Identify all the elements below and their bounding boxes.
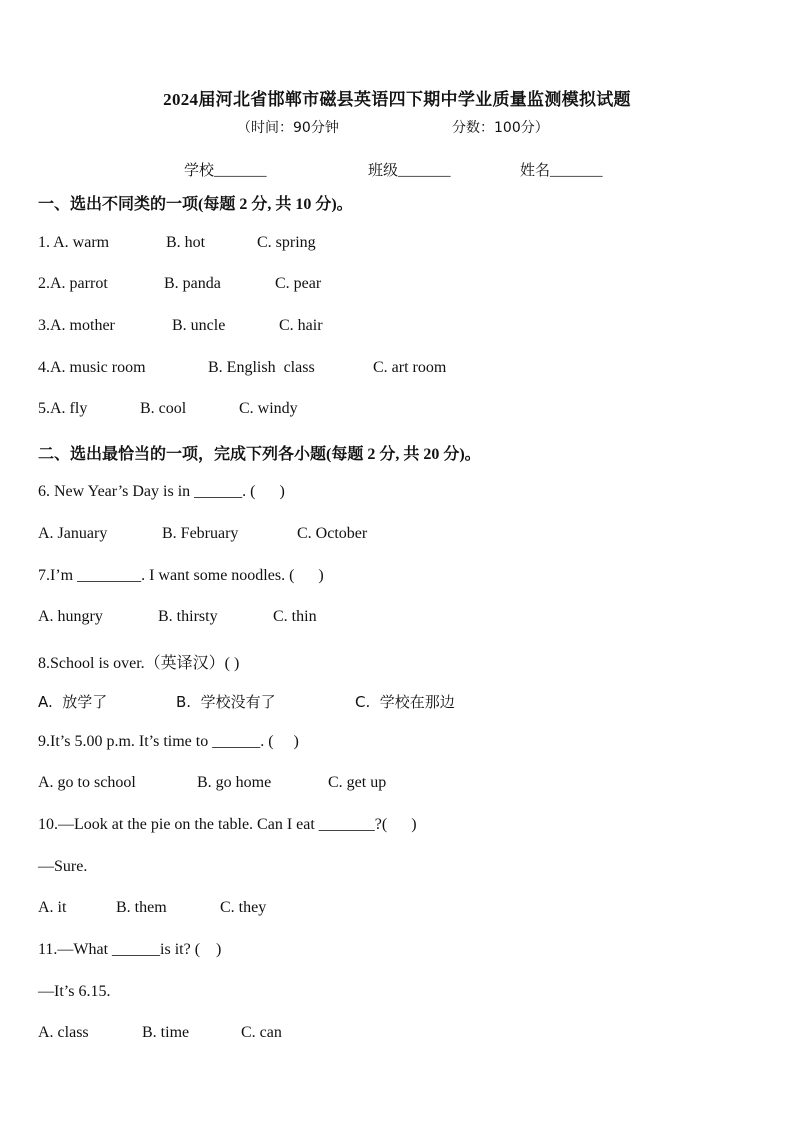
q9-stem: 9.It’s 5.00 p.m. It’s time to ______. ( ) [38, 733, 299, 750]
q7-option-c: C. thin [273, 608, 317, 625]
q8-option-c: C. 学校在那边 [355, 693, 455, 711]
q10-option-b: B. them [116, 899, 167, 916]
section-2-heading: 二、选出最恰当的一项，完成下列各小题(每题 2 分, 共 20 分)。 [38, 446, 481, 463]
q7-option-a: A. hungry [38, 608, 103, 625]
q8-option-a: A. 放学了 [38, 693, 108, 711]
section-1-heading: 一、选出不同类的一项(每题 2 分, 共 10 分)。 [38, 196, 353, 213]
q10-option-c: C. they [220, 899, 267, 916]
q4-option-b: B. English class [208, 359, 315, 376]
time-limit: （时间：90分钟 [237, 120, 339, 136]
q7-option-b: B. thirsty [158, 608, 218, 625]
q11-reply: —It’s 6.15. [38, 983, 111, 1000]
q6-stem: 6. New Year’s Day is in ______. ( ) [38, 483, 285, 500]
q10-stem: 10.—Look at the pie on the table. Can I eat _______?( ) [38, 816, 417, 833]
q9-option-c: C. get up [328, 774, 387, 791]
q6-option-a: A. January [38, 525, 108, 542]
q2-option-a: 2.A. parrot [38, 275, 108, 292]
q6-option-b: B. February [162, 525, 239, 542]
q11-option-a: A. class [38, 1024, 89, 1041]
q5-option-c: C. windy [239, 400, 298, 417]
q9-option-b: B. go home [197, 774, 272, 791]
q3-option-b: B. uncle [172, 317, 226, 334]
q10-reply: —Sure. [38, 858, 88, 875]
q2-option-b: B. panda [164, 275, 221, 292]
q2-option-c: C. pear [275, 275, 322, 292]
total-score: 分数：100分） [452, 120, 549, 136]
school-field: 学校_______ [184, 163, 267, 179]
exam-title: 2024届河北省邯郸市磁县英语四下期中学业质量监测模拟试题 [163, 90, 631, 109]
q1-option-c: C. spring [257, 234, 316, 251]
q3-option-a: 3.A. mother [38, 317, 115, 334]
q10-option-a: A. it [38, 899, 67, 916]
class-field: 班级_______ [368, 163, 451, 179]
q4-option-a: 4.A. music room [38, 359, 146, 376]
q4-option-c: C. art room [373, 359, 447, 376]
q8-stem: 8.School is over.（英译汉）( ) [38, 655, 240, 672]
q11-option-c: C. can [241, 1024, 282, 1041]
q5-option-a: 5.A. fly [38, 400, 88, 417]
q3-option-c: C. hair [279, 317, 323, 334]
q5-option-b: B. cool [140, 400, 187, 417]
q11-stem: 11.—What ______is it? ( ) [38, 941, 222, 958]
q9-option-a: A. go to school [38, 774, 136, 791]
q1-option-b: B. hot [166, 234, 206, 251]
q6-option-c: C. October [297, 525, 368, 542]
q8-option-b: B. 学校没有了 [176, 693, 276, 711]
q11-option-b: B. time [142, 1024, 190, 1041]
q7-stem: 7.I’m ________. I want some noodles. ( ) [38, 567, 324, 584]
name-field: 姓名_______ [520, 163, 603, 179]
q1-option-a: 1. A. warm [38, 234, 110, 251]
